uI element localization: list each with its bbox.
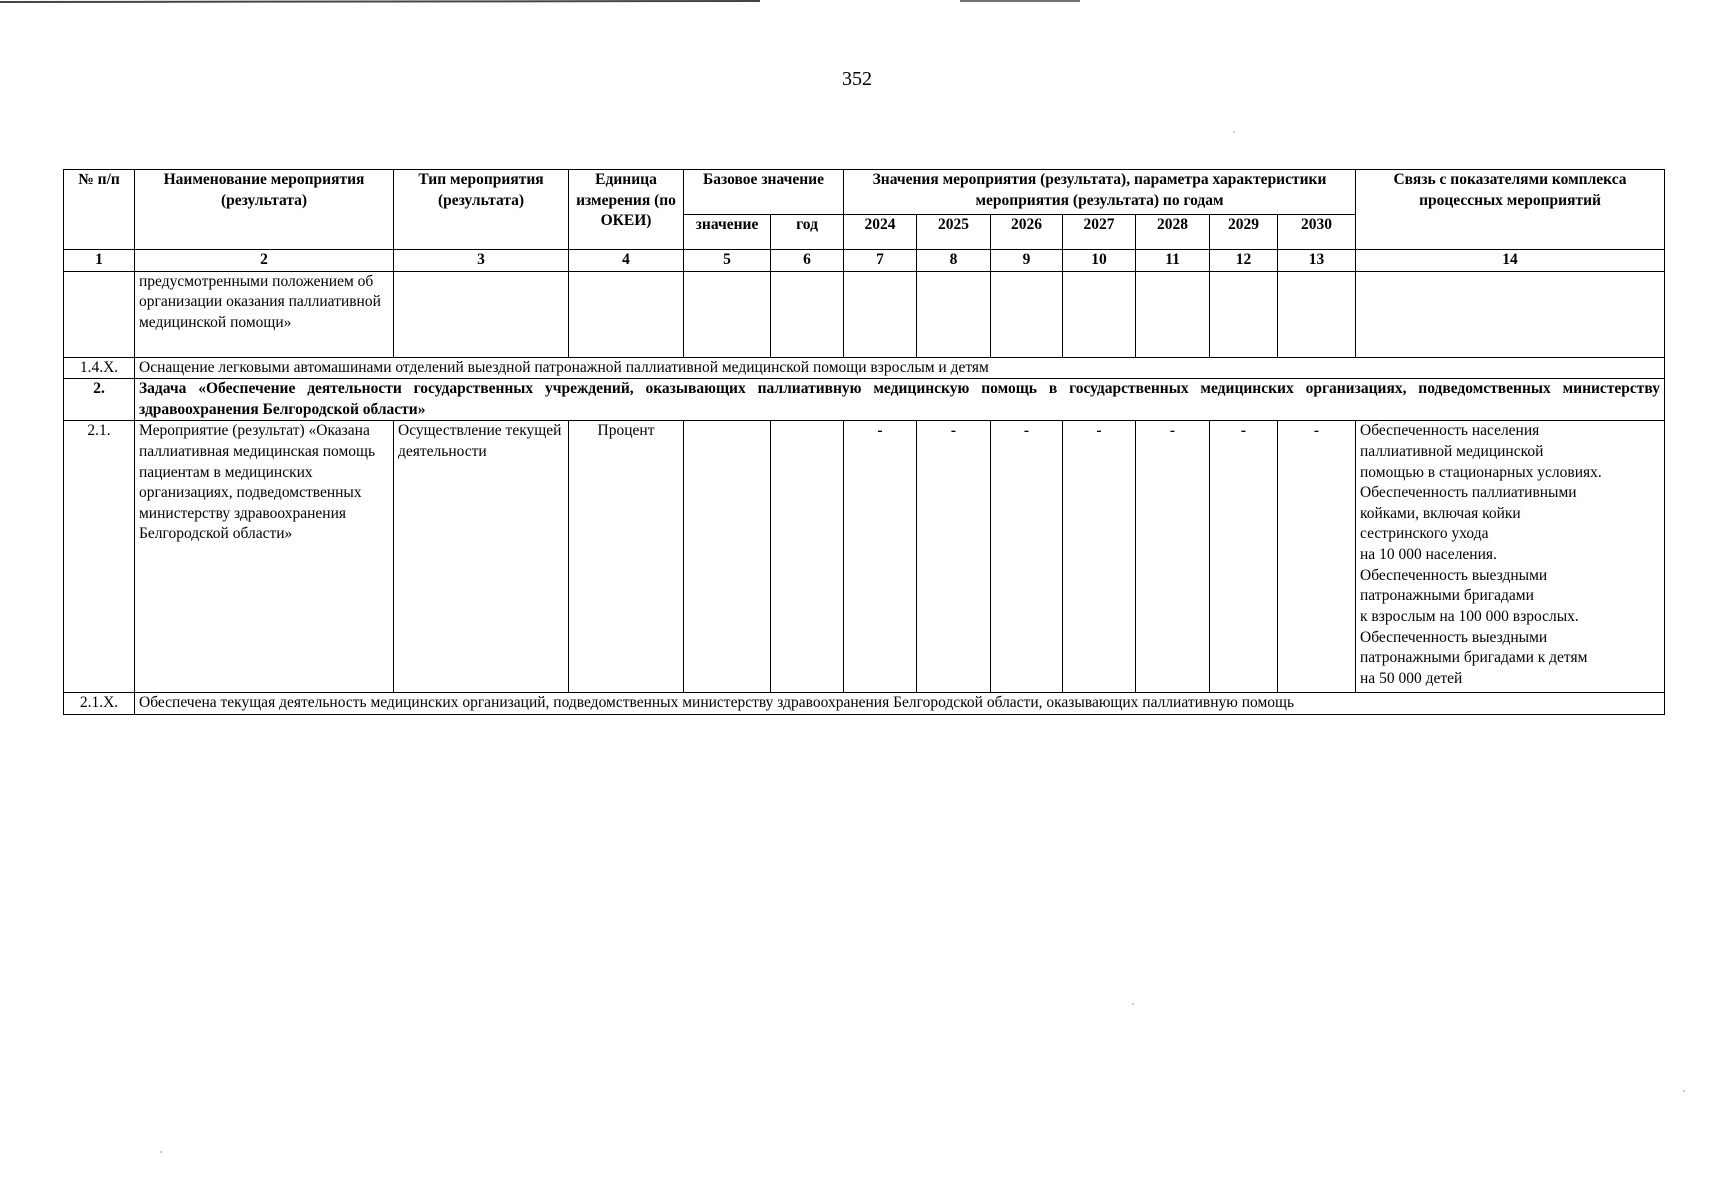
row-number: 2.: [64, 379, 135, 421]
year-value: -: [1278, 421, 1356, 693]
column-number: 8: [917, 250, 991, 272]
task-title: Задача «Обеспечение деятельности государственных учреждений, оказывающих паллиативную медицинскую помощь в государственных медицинских организациях, подведомственных министерству здравоохранения Белгородской области»: [135, 379, 1665, 421]
indicator-line: на 50 000 детей: [1360, 669, 1463, 687]
indicator-line: к взрослым на 100 000 взрослых.: [1360, 607, 1579, 625]
measure-name-continuation: предусмотренными положением об организации оказания паллиативной медицинской помощи»: [135, 271, 394, 357]
header-name: Наименование мероприятия (результата): [135, 170, 394, 250]
table-row-continuation: [64, 271, 1665, 357]
header-year: 2026: [991, 215, 1063, 250]
base-value-cell: [684, 421, 771, 693]
header-base: Базовое значение: [684, 170, 844, 215]
column-number: 9: [991, 250, 1063, 272]
measure-name: Мероприятие (результат) «Оказана паллиативная медицинская помощь пациентам в медицинских организациях, подведомственных министерству здравоохранения Белгородской области»: [135, 421, 394, 693]
indicator-line: Обеспеченность выездными: [1360, 566, 1548, 584]
header-base-year: год: [771, 215, 844, 250]
indicator-line: Обеспеченность выездными: [1360, 628, 1548, 646]
year-value: -: [844, 421, 917, 693]
table-row-2-1-x: [64, 693, 1665, 715]
year-value: -: [1210, 421, 1278, 693]
header-row-top: [64, 170, 1665, 215]
column-number: 2: [135, 250, 394, 272]
scan-speck: [160, 1151, 162, 1153]
indicator-links: [1356, 421, 1665, 693]
table-row-1-4-x: [64, 357, 1665, 379]
header-year: 2024: [844, 215, 917, 250]
table-row-task-2: [64, 379, 1665, 421]
header-num: № п/п: [64, 170, 135, 250]
column-number: 10: [1063, 250, 1136, 272]
row-number: 2.1.: [64, 421, 135, 693]
year-value: -: [917, 421, 991, 693]
page-number: 352: [842, 68, 872, 90]
scan-speck: [1233, 131, 1235, 133]
column-number: 12: [1210, 250, 1278, 272]
header-type: Тип мероприятия (результата): [394, 170, 569, 250]
header-year: 2025: [917, 215, 991, 250]
header-year: 2030: [1278, 215, 1356, 250]
column-number: 6: [771, 250, 844, 272]
measure-type: Осуществление текущей деятельности: [394, 421, 569, 693]
year-value: -: [991, 421, 1063, 693]
header-year: 2029: [1210, 215, 1278, 250]
header-values: Значения мероприятия (результата), параметра характеристики мероприятия (результата) по годам: [844, 170, 1356, 215]
indicator-line: Обеспеченность паллиативными: [1360, 484, 1577, 502]
indicator-line: помощью в стационарных условиях.: [1360, 463, 1602, 481]
column-number: 3: [394, 250, 569, 272]
indicator-line: патронажными бригадами к детям: [1360, 649, 1588, 667]
header-year: 2028: [1136, 215, 1210, 250]
column-number: 5: [684, 250, 771, 272]
column-number: 7: [844, 250, 917, 272]
column-number-row: [64, 250, 1665, 272]
column-number: 4: [569, 250, 684, 272]
header-year: 2027: [1063, 215, 1136, 250]
column-number: 11: [1136, 250, 1210, 272]
year-value: -: [1136, 421, 1210, 693]
result-description: Обеспечена текущая деятельность медицинских организаций, подведомственных министерству здравоохранения Белгородской области, оказывающих паллиативную помощь: [135, 693, 1665, 715]
measure-unit: Процент: [569, 421, 684, 693]
indicator-line: на 10 000 населения.: [1360, 546, 1497, 564]
header-unit: Единица измерения (по ОКЕИ): [569, 170, 684, 250]
indicator-line: Обеспеченность населения: [1360, 422, 1540, 440]
table-row-2-1: [64, 421, 1665, 693]
header-base-value: значение: [684, 215, 771, 250]
year-value: -: [1063, 421, 1136, 693]
scan-top-edge: [0, 0, 1714, 8]
row-number: 2.1.X.: [64, 693, 135, 715]
column-number: 14: [1356, 250, 1665, 272]
column-number: 13: [1278, 250, 1356, 272]
indicator-line: паллиативной медицинской: [1360, 443, 1544, 461]
indicator-line: койками, включая койки: [1360, 504, 1521, 522]
indicator-line: патронажными бригадами: [1360, 587, 1534, 605]
scan-speck: [1683, 1090, 1685, 1092]
measures-table: [63, 169, 1665, 715]
result-description: Оснащение легковыми автомашинами отделений выездной патронажной паллиативной медицинской помощи взрослым и детям: [135, 357, 1665, 379]
row-number: 1.4.X.: [64, 357, 135, 379]
column-number: 1: [64, 250, 135, 272]
header-link: Связь с показателями комплекса процессных мероприятий: [1356, 170, 1665, 250]
indicator-line: сестринского ухода: [1360, 525, 1489, 543]
base-year-cell: [771, 421, 844, 693]
scan-speck: [1132, 1003, 1134, 1005]
